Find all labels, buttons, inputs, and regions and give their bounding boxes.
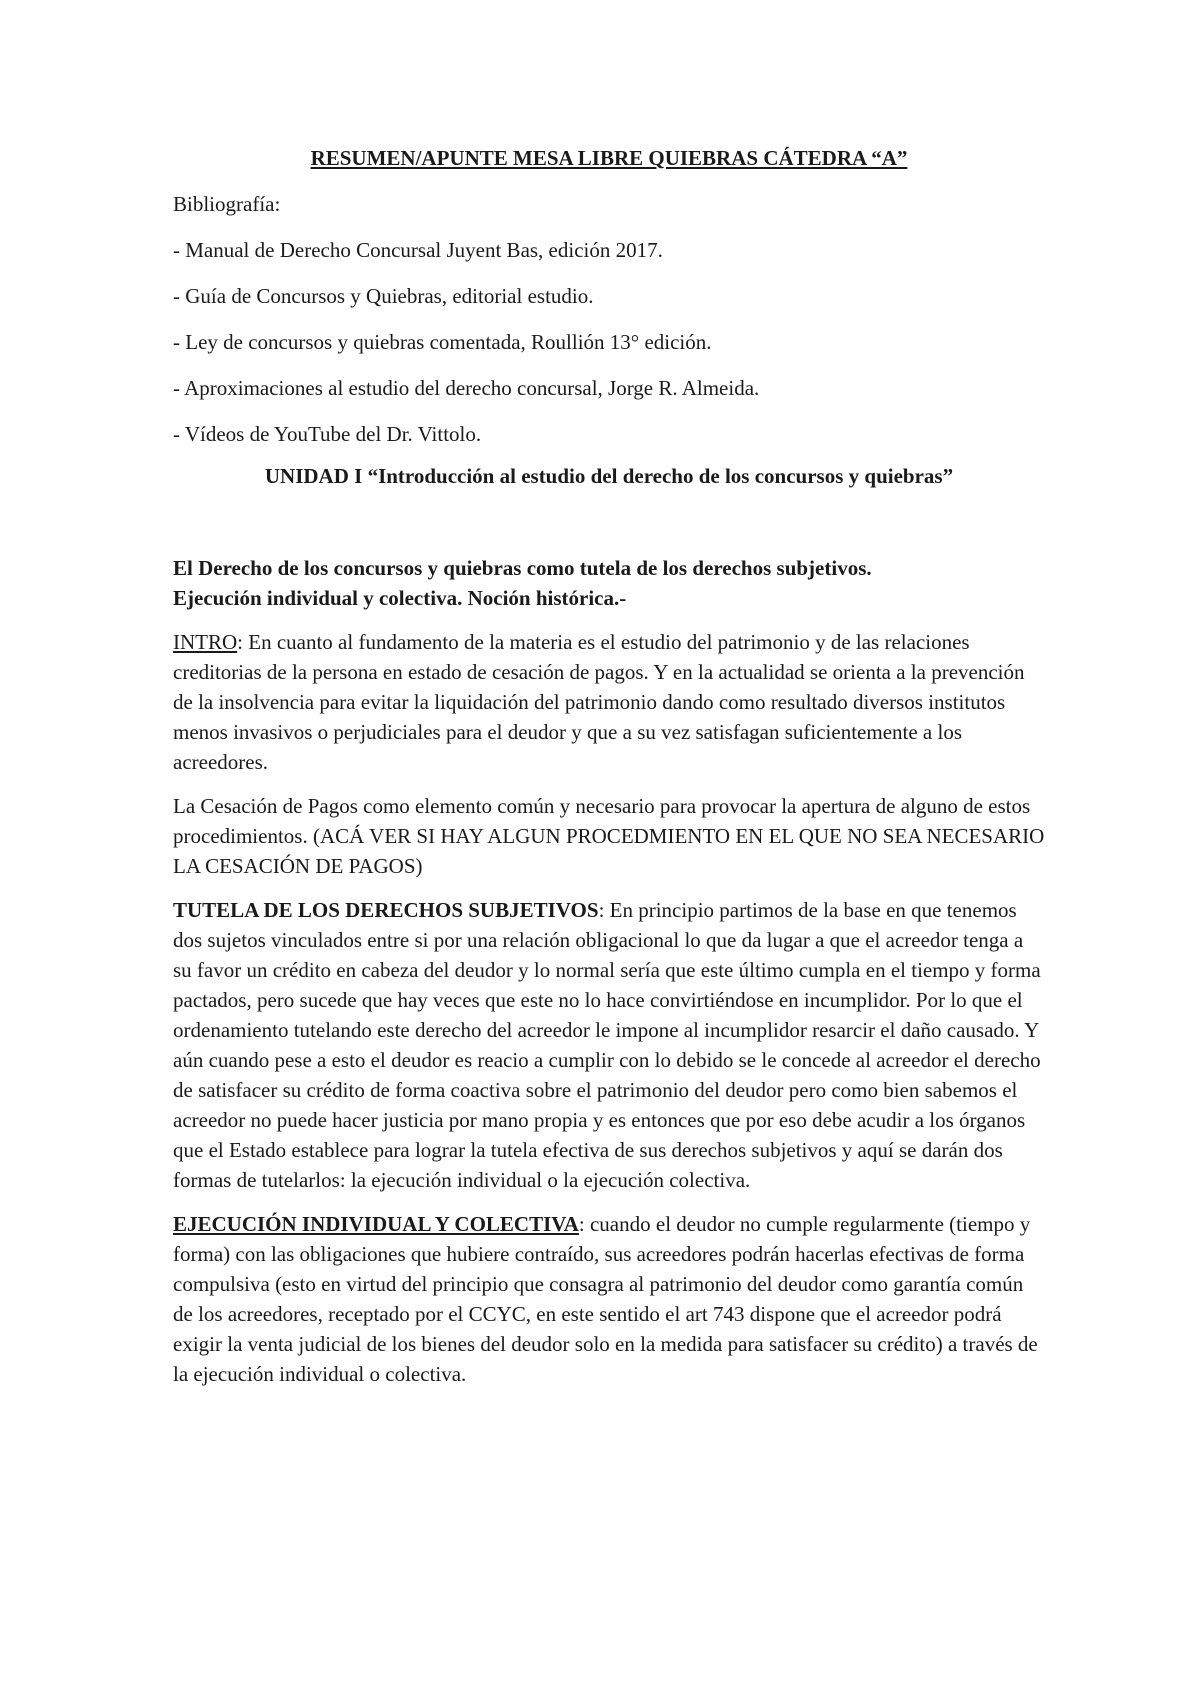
section-heading-line: Ejecución individual y colectiva. Noción histórica.- <box>173 586 627 610</box>
bibliography-item: - Aproximaciones al estudio del derecho concursal, Jorge R. Almeida. <box>173 376 760 400</box>
ejecucion-text: : cuando el deudor no cumple regularmente (tiempo y forma) con las obligaciones que hubiere contraído, sus acreedores podrán hacerlas efectivas de forma compulsiva (esto en virtud del principio que consagra al patrimonio del deudor como garantía común de los acreedores, receptado por el CCYC, en este sentido el art 743 dispone que el acreedor podrá exigir la venta judicial de los bienes del deudor solo en la medida para satisfacer su crédito) a través de la ejecución individual o colectiva. <box>173 1212 1038 1386</box>
bibliography-item: - Manual de Derecho Concursal Juyent Bas, edición 2017. <box>173 238 663 262</box>
document-title: RESUMEN/APUNTE MESA LIBRE QUIEBRAS CÁTEDRA “A” <box>310 146 908 170</box>
intro-paragraph <box>173 627 1045 777</box>
section-heading-line: El Derecho de los concursos y quiebras como tutela de los derechos subjetivos. <box>173 556 872 580</box>
tutela-paragraph <box>173 895 1045 1195</box>
unit-heading: UNIDAD I “Introducción al estudio del derecho de los concursos y quiebras” <box>264 464 954 488</box>
ejecucion-paragraph <box>173 1209 1045 1389</box>
intro-label: INTRO <box>173 630 238 654</box>
ejecucion-label: EJECUCIÓN INDIVIDUAL Y COLECTIVA <box>173 1212 579 1236</box>
cesacion-paragraph: La Cesación de Pagos como elemento común y necesario para provocar la apertura de alguno de estos procedimientos. (ACÁ VER SI HAY ALGUN PROCEDMIENTO EN EL QUE NO SEA NECESARIO LA CESACIÓN DE PAGOS) <box>173 794 1045 878</box>
tutela-label: TUTELA DE LOS DERECHOS SUBJETIVOS <box>173 898 599 922</box>
bibliography-item: - Vídeos de YouTube del Dr. Vittolo. <box>173 422 482 446</box>
intro-text: : En cuanto al fundamento de la materia es el estudio del patrimonio y de las relaciones creditorias de la persona en estado de cesación de pagos. Y en la actualidad se orienta a la prevención de la insolvencia para evitar la liquidación del patrimonio dando como resultado diversos institutos menos invasivos o perjudiciales para el deudor y que a su vez satisfagan suficientemente a los acreedores. <box>173 630 1025 774</box>
bibliography-label: Bibliografía: <box>173 192 281 216</box>
tutela-text: : En principio partimos de la base en que tenemos dos sujetos vinculados entre si por una relación obligacional lo que da lugar a que el acreedor tenga a su favor un crédito en cabeza del deudor y lo normal sería que este último cumpla en el tiempo y forma pactados, pero sucede que hay veces que este no lo hace convirtiéndose en incumplidor. Por lo que el ordenamiento tutelando este derecho del acreedor le impone al incumplidor resarcir el daño causado. Y aún cuando pese a esto el deudor es reacio a cumplir con lo debido se le concede al acreedor el derecho de satisfacer su crédito de forma coactiva sobre el patrimonio del deudor pero como bien sabemos el acreedor no puede hacer justicia por mano propia y es entonces que por eso debe acudir a los órganos que el Estado establece para lograr la tutela efectiva de sus derechos subjetivos y aquí se darán dos formas de tutelarlos: la ejecución individual o la ejecución colectiva. <box>173 898 1041 1192</box>
bibliography-list <box>173 235 1045 449</box>
bibliography-item: - Ley de concursos y quiebras comentada, Roullión 13° edición. <box>173 330 712 354</box>
document-page <box>173 143 1045 1403</box>
bibliography-item: - Guía de Concursos y Quiebras, editorial estudio. <box>173 284 594 308</box>
section-heading <box>173 553 1045 613</box>
